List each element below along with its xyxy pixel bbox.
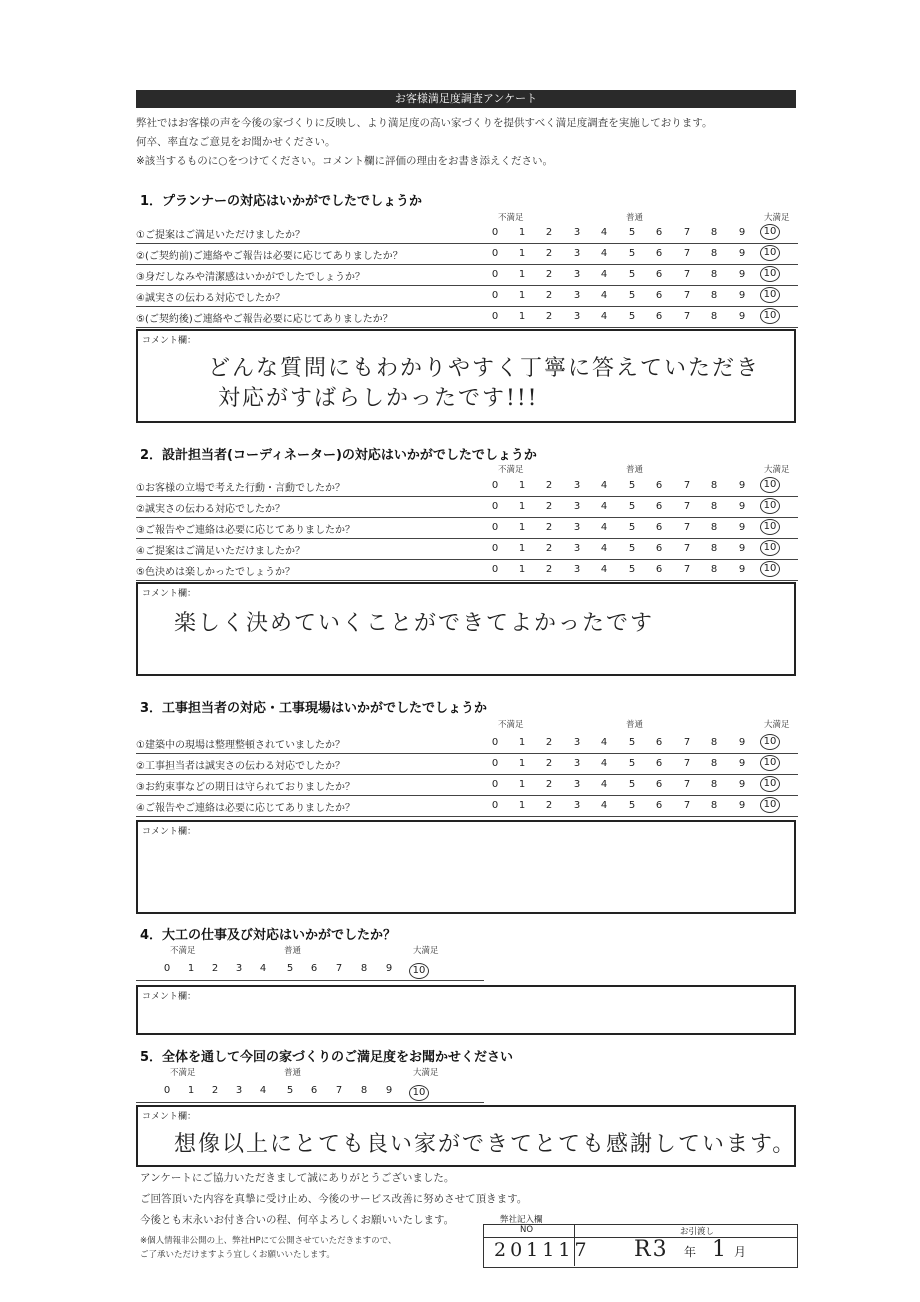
rating-option[interactable]: 4: [600, 543, 608, 554]
rating-option[interactable]: 2: [545, 758, 553, 769]
rating-option[interactable]: 8: [710, 269, 718, 280]
rating-option[interactable]: 9: [738, 737, 746, 748]
rating-option[interactable]: 6: [655, 779, 663, 790]
scale-mid-label: 普通: [284, 1068, 302, 1078]
rating-option[interactable]: 3: [573, 501, 581, 512]
question-row: [136, 560, 798, 581]
rating-option[interactable]: 1: [518, 290, 526, 301]
rating-option[interactable]: 3: [573, 480, 581, 491]
office-use-box: [483, 1224, 798, 1268]
rating-option[interactable]: 6: [655, 248, 663, 259]
footer-line-1: アンケートにご協力いただきまして誠にありがとうございました。: [140, 1172, 455, 1184]
rating-option[interactable]: 1: [518, 737, 526, 748]
question-row: [136, 307, 798, 328]
rating-option[interactable]: 8: [710, 290, 718, 301]
rating-option[interactable]: 3: [573, 737, 581, 748]
rating-option[interactable]: 6: [655, 290, 663, 301]
intro-line-2: 何卒、率直なご意見をお聞かせください。: [136, 136, 336, 148]
intro-line-1: 弊社ではお客様の声を今後の家づくりに反映し、より満足度の高い家づくりを提供すべく満足度調査を実施しております。: [136, 117, 713, 129]
rating-option[interactable]: 0: [491, 290, 499, 301]
rating-option[interactable]: 4: [600, 522, 608, 533]
rating-option[interactable]: 7: [683, 269, 691, 280]
scale-underline: [136, 980, 484, 981]
rating-option[interactable]: 4: [600, 480, 608, 491]
rating-option[interactable]: 5: [628, 758, 636, 769]
rating-option[interactable]: 5: [286, 1085, 294, 1096]
rating-option[interactable]: 2: [211, 963, 219, 974]
rating-option[interactable]: 3: [573, 227, 581, 238]
rating-option[interactable]: 8: [710, 737, 718, 748]
comment-label: コメント欄：: [142, 336, 197, 346]
delivery-label: お引渡し: [680, 1227, 715, 1237]
rating-option[interactable]: 7: [683, 480, 691, 491]
question-text: ②誠実さの伝わる対応でしたか？: [136, 504, 285, 515]
rating-option[interactable]: 6: [655, 543, 663, 554]
section-title: 2．設計担当者(コーディネーター)の対応はいかがでしたでしょうか: [140, 448, 537, 463]
rating-option[interactable]: 6: [655, 800, 663, 811]
comment-box: [136, 985, 796, 1035]
rating-option[interactable]: 6: [655, 501, 663, 512]
rating-option[interactable]: 7: [683, 737, 691, 748]
rating-option[interactable]: 8: [710, 227, 718, 238]
rating-option[interactable]: 0: [491, 522, 499, 533]
question-row: [136, 775, 798, 796]
rating-option[interactable]: 1: [187, 963, 195, 974]
rating-option[interactable]: 0: [491, 269, 499, 280]
question-text: ②工事担当者は誠実さの伝わる対応でしたか？: [136, 761, 345, 772]
rating-option[interactable]: 8: [710, 543, 718, 554]
rating-option[interactable]: 10: [760, 477, 780, 493]
rating-option[interactable]: 2: [545, 269, 553, 280]
handwritten-no: 201117: [494, 1239, 591, 1261]
rating-option[interactable]: 5: [628, 480, 636, 491]
rating-option[interactable]: 5: [628, 564, 636, 575]
rating-option[interactable]: 8: [710, 311, 718, 322]
rating-option[interactable]: 1: [518, 522, 526, 533]
rating-option[interactable]: 6: [655, 758, 663, 769]
rating-option[interactable]: 9: [385, 963, 393, 974]
rating-option[interactable]: 1: [518, 800, 526, 811]
scale-high-label: 大満足: [413, 1068, 439, 1078]
question-text: ②(ご契約前)ご連絡やご報告は必要に応じてありましたか？: [136, 251, 403, 262]
rating-option[interactable]: 2: [545, 248, 553, 259]
question-row: [136, 476, 798, 497]
scale-low-label: 不満足: [498, 213, 524, 223]
scale-mid-label: 普通: [626, 465, 644, 475]
rating-option[interactable]: 7: [683, 248, 691, 259]
scale-low-label: 不満足: [170, 1068, 196, 1078]
question-text: ④誠実さの伝わる対応でしたか？: [136, 293, 285, 304]
rating-option[interactable]: 0: [491, 779, 499, 790]
rating-option[interactable]: 5: [628, 800, 636, 811]
rating-option[interactable]: 3: [573, 311, 581, 322]
rating-option[interactable]: 9: [738, 543, 746, 554]
comment-label: コメント欄：: [142, 589, 197, 599]
year-label: 年: [684, 1245, 697, 1259]
rating-option[interactable]: 5: [628, 290, 636, 301]
question-text: ③お約束事などの期日は守られておりましたか？: [136, 782, 355, 793]
comment-box: [136, 329, 796, 423]
scale-mid-label: 普通: [284, 946, 302, 956]
rating-option[interactable]: 10: [760, 224, 780, 240]
rating-option[interactable]: 4: [600, 779, 608, 790]
rating-option[interactable]: 9: [738, 227, 746, 238]
rating-option[interactable]: 0: [163, 963, 171, 974]
handwritten-era: R3: [634, 1237, 669, 1262]
rating-option[interactable]: 8: [710, 800, 718, 811]
rating-option[interactable]: 9: [738, 501, 746, 512]
rating-option[interactable]: 5: [628, 522, 636, 533]
rating-option[interactable]: 9: [738, 269, 746, 280]
rating-option[interactable]: 7: [335, 963, 343, 974]
question-row: [136, 518, 798, 539]
scale-low-label: 不満足: [498, 720, 524, 730]
footer-line-2: ご回答頂いた内容を真摯に受け止め、今後のサービス改善に努めさせて頂きます。: [140, 1193, 528, 1205]
rating-option[interactable]: 2: [545, 800, 553, 811]
rating-option[interactable]: 1: [518, 248, 526, 259]
rating-option[interactable]: 2: [545, 737, 553, 748]
question-row: [136, 244, 798, 265]
rating-option[interactable]: 0: [491, 564, 499, 575]
rating-option[interactable]: 4: [600, 564, 608, 575]
rating-option[interactable]: 2: [545, 227, 553, 238]
rating-option[interactable]: 7: [335, 1085, 343, 1096]
rating-option[interactable]: 1: [518, 779, 526, 790]
scale-mid-label: 普通: [626, 720, 644, 730]
scale-mid-label: 普通: [626, 213, 644, 223]
office-use-label: 弊社記入欄: [500, 1215, 543, 1225]
rating-option[interactable]: 10: [760, 266, 780, 282]
rating-option[interactable]: 1: [518, 501, 526, 512]
rating-option[interactable]: 1: [518, 480, 526, 491]
rating-option[interactable]: 10: [760, 287, 780, 303]
rating-option[interactable]: 10: [760, 734, 780, 750]
rating-option[interactable]: 4: [600, 737, 608, 748]
rating-option[interactable]: 2: [545, 543, 553, 554]
rating-option[interactable]: 9: [738, 758, 746, 769]
rating-option[interactable]: 4: [600, 501, 608, 512]
scale-high-label: 大満足: [764, 720, 790, 730]
section-title: 3．工事担当者の対応・工事現場はいかがでしたでしょうか: [140, 701, 488, 716]
rating-option[interactable]: 8: [710, 501, 718, 512]
rating-option[interactable]: 0: [491, 737, 499, 748]
rating-option[interactable]: 6: [655, 269, 663, 280]
rating-option[interactable]: 0: [491, 800, 499, 811]
rating-option[interactable]: 2: [545, 564, 553, 575]
question-row: [136, 497, 798, 518]
rating-option[interactable]: 0: [491, 758, 499, 769]
rating-option[interactable]: 9: [738, 480, 746, 491]
rating-option[interactable]: 10: [760, 308, 780, 324]
handwritten-comment: 楽しく決めていくことができてよかったです: [174, 611, 655, 636]
survey-title: お客様満足度調査アンケート: [136, 90, 796, 108]
rating-option[interactable]: 4: [259, 963, 267, 974]
rating-option[interactable]: 4: [600, 269, 608, 280]
rating-option[interactable]: 3: [573, 522, 581, 533]
rating-option[interactable]: 3: [573, 248, 581, 259]
rating-option[interactable]: 8: [360, 963, 368, 974]
comment-label: コメント欄：: [142, 992, 197, 1002]
question-text: ③ご報告やご連絡は必要に応じてありましたか？: [136, 525, 355, 536]
rating-option[interactable]: 9: [738, 800, 746, 811]
rating-option[interactable]: 3: [235, 963, 243, 974]
question-row: [136, 539, 798, 560]
handwritten-comment: 対応がすばらしかったです!!!: [218, 386, 539, 411]
question-text: ⑤(ご契約後)ご連絡やご報告必要に応じてありましたか？: [136, 314, 393, 325]
rating-option[interactable]: 7: [683, 522, 691, 533]
rating-option[interactable]: 0: [163, 1085, 171, 1096]
rating-option[interactable]: 5: [628, 501, 636, 512]
rating-option[interactable]: 5: [628, 311, 636, 322]
rating-option[interactable]: 10: [760, 519, 780, 535]
rating-option[interactable]: 2: [545, 311, 553, 322]
intro-line-3: ※該当するものに○をつけてください。コメント欄に評価の理由をお書き添えください。: [136, 155, 553, 167]
rating-option[interactable]: 0: [491, 248, 499, 259]
rating-option[interactable]: 5: [628, 737, 636, 748]
question-row: [136, 286, 798, 307]
rating-option[interactable]: 1: [187, 1085, 195, 1096]
scale-high-label: 大満足: [764, 213, 790, 223]
question-row: [136, 754, 798, 775]
rating-option[interactable]: 8: [710, 480, 718, 491]
no-label: NO: [520, 1225, 534, 1235]
rating-option[interactable]: 9: [738, 779, 746, 790]
rating-option[interactable]: 1: [518, 564, 526, 575]
comment-box: [136, 820, 796, 914]
rating-option[interactable]: 6: [655, 311, 663, 322]
comment-box: [136, 1105, 796, 1167]
rating-option[interactable]: 10: [760, 561, 780, 577]
rating-option[interactable]: 3: [573, 758, 581, 769]
rating-option[interactable]: 5: [286, 963, 294, 974]
scale-underline: [136, 1102, 484, 1103]
question-text: ⑤色決めは楽しかったでしょうか？: [136, 567, 295, 578]
rating-option[interactable]: 2: [545, 501, 553, 512]
rating-option[interactable]: 9: [738, 522, 746, 533]
rating-option[interactable]: 3: [573, 269, 581, 280]
rating-option[interactable]: 10: [760, 776, 780, 792]
rating-option[interactable]: 5: [628, 269, 636, 280]
section-title: 5．全体を通して今回の家づくりのご満足度をお聞かせください: [140, 1050, 514, 1065]
question-text: ③身だしなみや清潔感はいかがでしたでしょうか？: [136, 272, 365, 283]
rating-option[interactable]: 6: [655, 522, 663, 533]
rating-option[interactable]: 7: [683, 543, 691, 554]
scale-high-label: 大満足: [413, 946, 439, 956]
rating-option[interactable]: 10: [760, 755, 780, 771]
rating-option[interactable]: 4: [600, 758, 608, 769]
rating-option[interactable]: 6: [655, 480, 663, 491]
rating-option[interactable]: 8: [360, 1085, 368, 1096]
rating-option[interactable]: 10: [409, 1085, 429, 1101]
rating-option[interactable]: 7: [683, 227, 691, 238]
rating-option[interactable]: 8: [710, 779, 718, 790]
rating-option[interactable]: 5: [628, 779, 636, 790]
rating-option[interactable]: 9: [738, 248, 746, 259]
handwritten-month: 1: [712, 1237, 728, 1262]
question-text: ①建築中の現場は整理整頓されていましたか？: [136, 740, 345, 751]
rating-option[interactable]: 4: [259, 1085, 267, 1096]
comment-label: コメント欄：: [142, 827, 197, 837]
rating-option[interactable]: 7: [683, 758, 691, 769]
rating-option[interactable]: 1: [518, 311, 526, 322]
comment-box: [136, 582, 796, 676]
rating-option[interactable]: 9: [738, 311, 746, 322]
rating-option[interactable]: 7: [683, 501, 691, 512]
rating-option[interactable]: 8: [710, 758, 718, 769]
rating-option[interactable]: 8: [710, 248, 718, 259]
rating-option[interactable]: 10: [760, 797, 780, 813]
rating-option[interactable]: 9: [738, 290, 746, 301]
month-label: 月: [734, 1245, 747, 1259]
rating-option[interactable]: 6: [655, 227, 663, 238]
rating-option[interactable]: 2: [211, 1085, 219, 1096]
rating-option[interactable]: 4: [600, 227, 608, 238]
handwritten-comment: どんな質問にもわかりやすく丁寧に答えていただき: [208, 356, 761, 381]
rating-option[interactable]: 1: [518, 227, 526, 238]
rating-option[interactable]: 4: [600, 800, 608, 811]
rating-option[interactable]: 3: [573, 564, 581, 575]
rating-option[interactable]: 5: [628, 543, 636, 554]
question-text: ①ご提案はご満足いただけましたか？: [136, 230, 305, 241]
privacy-note-1: ※個人情報非公開の上、弊社HPにて公開させていただきますので、: [140, 1236, 397, 1246]
rating-option[interactable]: 9: [738, 564, 746, 575]
rating-option[interactable]: 0: [491, 227, 499, 238]
privacy-note-2: ご了承いただけますよう宜しくお願いいたします。: [140, 1250, 335, 1260]
rating-option[interactable]: 10: [760, 245, 780, 261]
rating-option[interactable]: 0: [491, 311, 499, 322]
question-text: ④ご提案はご満足いただけましたか？: [136, 546, 305, 557]
rating-option[interactable]: 1: [518, 269, 526, 280]
rating-option[interactable]: 0: [491, 480, 499, 491]
rating-option[interactable]: 3: [573, 800, 581, 811]
rating-option[interactable]: 0: [491, 543, 499, 554]
rating-option[interactable]: 3: [573, 779, 581, 790]
question-text: ④ご報告やご連絡は必要に応じてありましたか？: [136, 803, 355, 814]
rating-option[interactable]: 5: [628, 227, 636, 238]
rating-option[interactable]: 3: [573, 543, 581, 554]
question-row: [136, 796, 798, 817]
question-row: [136, 265, 798, 286]
question-text: ①お客様の立場で考えた行動・言動でしたか？: [136, 483, 345, 494]
rating-option[interactable]: 8: [710, 522, 718, 533]
rating-option[interactable]: 6: [655, 737, 663, 748]
question-row: [136, 733, 798, 754]
rating-option[interactable]: 9: [385, 1085, 393, 1096]
rating-option[interactable]: 6: [655, 564, 663, 575]
rating-option[interactable]: 7: [683, 800, 691, 811]
section-title: 4．大工の仕事及び対応はいかがでしたか？: [140, 928, 397, 943]
comment-label: コメント欄：: [142, 1112, 197, 1122]
rating-option[interactable]: 1: [518, 758, 526, 769]
rating-option[interactable]: 10: [760, 540, 780, 556]
rating-option[interactable]: 1: [518, 543, 526, 554]
rating-option[interactable]: 7: [683, 564, 691, 575]
rating-option[interactable]: 6: [310, 1085, 318, 1096]
rating-option[interactable]: 7: [683, 779, 691, 790]
rating-option[interactable]: 2: [545, 290, 553, 301]
rating-option[interactable]: 3: [573, 290, 581, 301]
rating-option[interactable]: 3: [235, 1085, 243, 1096]
footer-line-3: 今後とも末永いお付き合いの程、何卒よろしくお願いいたします。: [140, 1214, 455, 1226]
rating-option[interactable]: 10: [760, 498, 780, 514]
rating-option[interactable]: 7: [683, 311, 691, 322]
rating-option[interactable]: 7: [683, 290, 691, 301]
question-row: [136, 223, 798, 244]
rating-option[interactable]: 10: [409, 963, 429, 979]
rating-option[interactable]: 4: [600, 290, 608, 301]
rating-option[interactable]: 2: [545, 522, 553, 533]
rating-option[interactable]: 0: [491, 501, 499, 512]
rating-option[interactable]: 4: [600, 248, 608, 259]
rating-option[interactable]: 4: [600, 311, 608, 322]
scale-high-label: 大満足: [764, 465, 790, 475]
rating-option[interactable]: 5: [628, 248, 636, 259]
rating-option[interactable]: 6: [310, 963, 318, 974]
handwritten-comment: 想像以上にとても良い家ができてとても感謝しています。: [174, 1132, 797, 1157]
section-title: 1．プランナーの対応はいかがでしたでしょうか: [140, 194, 423, 209]
rating-option[interactable]: 2: [545, 779, 553, 790]
rating-option[interactable]: 2: [545, 480, 553, 491]
scale-low-label: 不満足: [170, 946, 196, 956]
rating-option[interactable]: 8: [710, 564, 718, 575]
scale-low-label: 不満足: [498, 465, 524, 475]
